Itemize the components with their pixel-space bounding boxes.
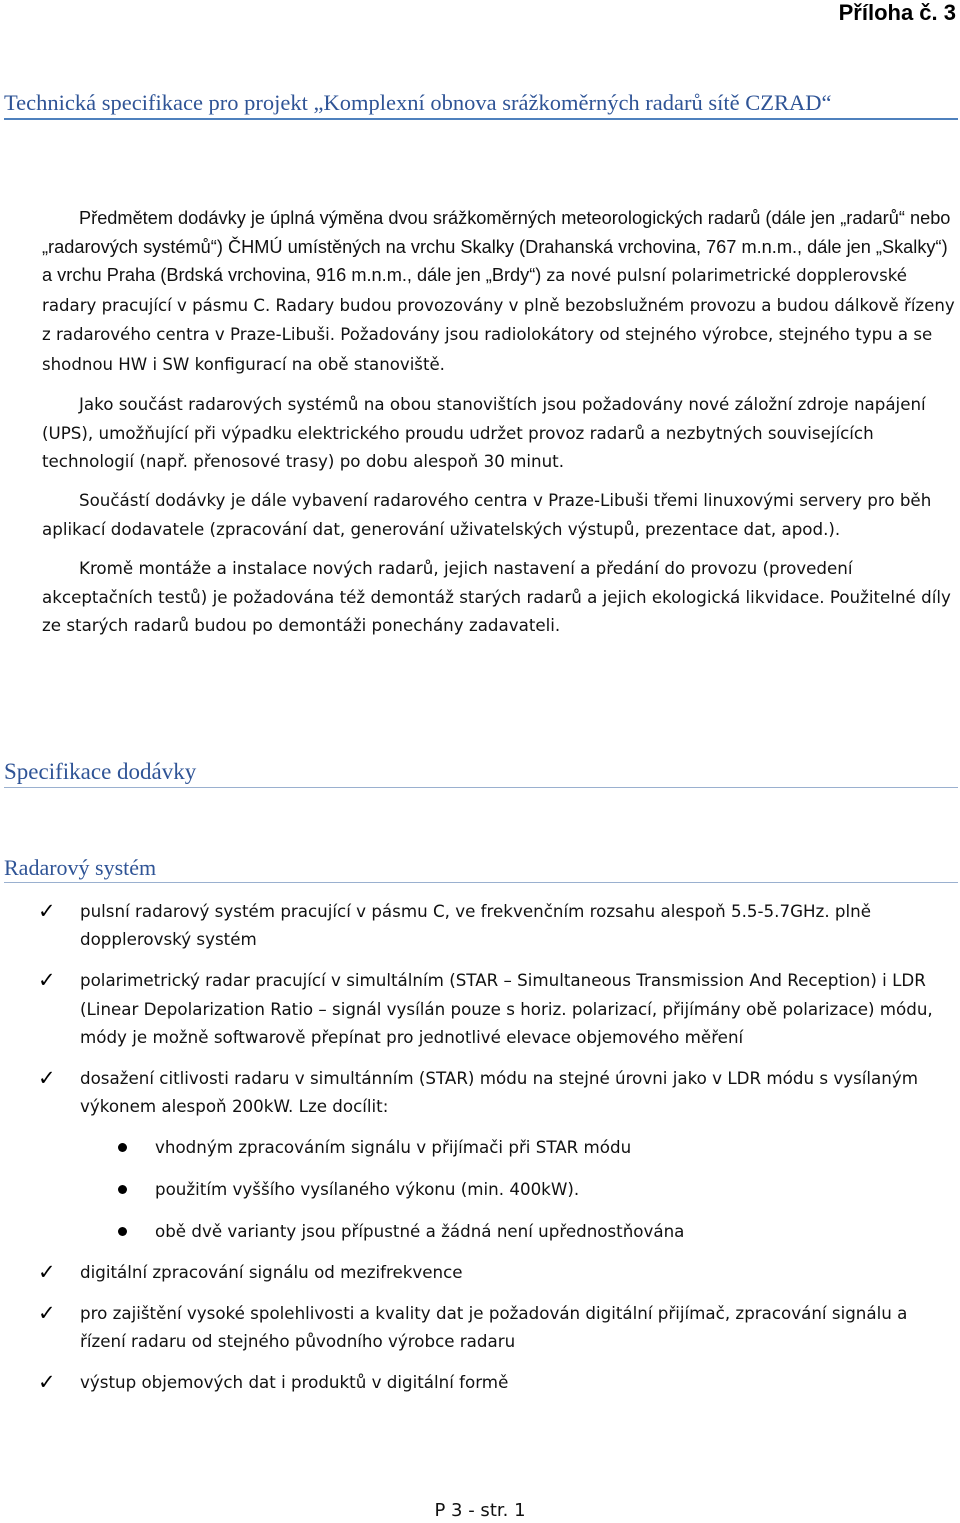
list-item (0, 1064, 958, 1121)
intro-section (42, 204, 956, 650)
intro-paragraph-4: Kromě montáže a instalace nových radarů, jejich nastavení a předání do provozu (provedení akceptačních testů) je požadována též demontáž starých radarů a jejich ekologická likvidace. Použitelné díly ze starých radarů budou po demontáži ponechány zadavateli. (42, 558, 951, 636)
intro-paragraph-1 (42, 204, 956, 380)
intro-paragraph-1-main: Předmětem dodávky je úplná výměna dvou srážkoměrných meteorologických radarů (dále jen „radarů“ nebo „radarových systémů“) ČHMÚ umístěných na vrchu Skalky (Drahanská vrchovina, 767 m.n.m., dále jen „Skalky“) a vrchu Praha (Brdská vrchovina, 916 m.n.m., dále jen „Brdy“) (42, 208, 951, 286)
checkmark-icon: ✓ (38, 1370, 56, 1395)
list-item-text: polarimetrický radar pracující v simultálním (STAR – Simultaneous Transmission And Reception) i LDR (Linear Depolarization Ratio – signál vysílán pouze s horiz. polarizací, přijímány obě polarizace) módu, módy je možně softwarově přepínat pro jednotlivé elevace objemového měření (80, 970, 933, 1047)
bullet-icon (118, 1227, 127, 1236)
checkmark-icon: ✓ (38, 1065, 56, 1090)
list-item-text: výstup objemových dat i produktů v digitální formě (80, 1372, 509, 1393)
intro-paragraph-2: Jako součást radarových systémů na obou stanovištích jsou požadovány nové záložní zdroje napájení (UPS), umožňující při výpadku elektrického proudu udržet provoz radarů a nezbytných souvisejících technologií (např. přenosové trasy) po dobu alespoň 30 minut. (42, 394, 926, 472)
list-item (0, 1258, 958, 1286)
sub-list-item-text: vhodným zpracováním signálu v přijímači při STAR módu (155, 1137, 632, 1158)
list-item-text: dosažení citlivosti radaru v simultánním (STAR) módu na stejné úrovni jako v LDR módu s vysílaným výkonem alespoň 200kW. Lze docílit: (80, 1067, 918, 1117)
sub-list-item (0, 1175, 955, 1203)
intro-paragraph-1-tail: za nové pulsní polarimetrické dopplerovské radary pracující v pásmu C. Radary budou provozovány v plně bezobslužném provozu a budou dálkově řízeny z radarového centra v Praze-Libuši. Požadovány jsou radiolokátory od stejného výrobce, stejného typu a se shodnou HW i SW konfigurací na obě stanoviště. (42, 266, 955, 374)
list-item-text: pulsní radarový systém pracující v pásmu C, ve frekvenčním rozsahu alespoň 5.5-5.7GHz. plně dopplerovský systém (80, 901, 872, 950)
list-item (0, 1299, 958, 1356)
sub-list-item (0, 1133, 955, 1161)
attachment-label: Příloha č. 3 (838, 0, 956, 25)
section-heading-radar: Radarový systém (4, 853, 958, 883)
requirements-list (0, 897, 960, 1409)
checkmark-icon: ✓ (38, 1260, 56, 1285)
list-item (0, 966, 958, 1051)
checkmark-icon: ✓ (38, 1301, 56, 1326)
bullet-icon (118, 1185, 127, 1194)
list-item-text: digitální zpracování signálu od mezifrekvence (80, 1262, 463, 1283)
document-title: Technická specifikace pro projekt „Komplexní obnova srážkoměrných radarů sítě CZRAD“ (4, 88, 958, 120)
list-item (0, 897, 958, 954)
intro-paragraph-3: Součástí dodávky je dále vybavení radarového centra v Praze-Libuši třemi linuxovými servery pro běh aplikací dodavatele (zpracování dat, generování uživatelských výstupů, prezentace dat, apod.). (42, 490, 932, 539)
bullet-icon (118, 1143, 127, 1152)
sub-list-item-text: obě dvě varianty jsou přípustné a žádná není upřednostňována (155, 1220, 685, 1241)
sub-list-item-text: použitím vyššího vysílaného výkonu (min. 400kW). (155, 1178, 580, 1199)
checkmark-icon: ✓ (38, 899, 56, 923)
list-item (0, 1368, 958, 1396)
checkmark-icon: ✓ (38, 968, 56, 993)
page-footer: P 3 - str. 1 (434, 1500, 526, 1521)
list-item-text: pro zajištění vysoké spolehlivosti a kvality dat je požadován digitální přijímač, zpracování signálu a řízení radaru od stejného původního výrobce radaru (80, 1303, 908, 1352)
section-heading-spec: Specifikace dodávky (4, 757, 958, 788)
sub-list-item (0, 1217, 955, 1245)
